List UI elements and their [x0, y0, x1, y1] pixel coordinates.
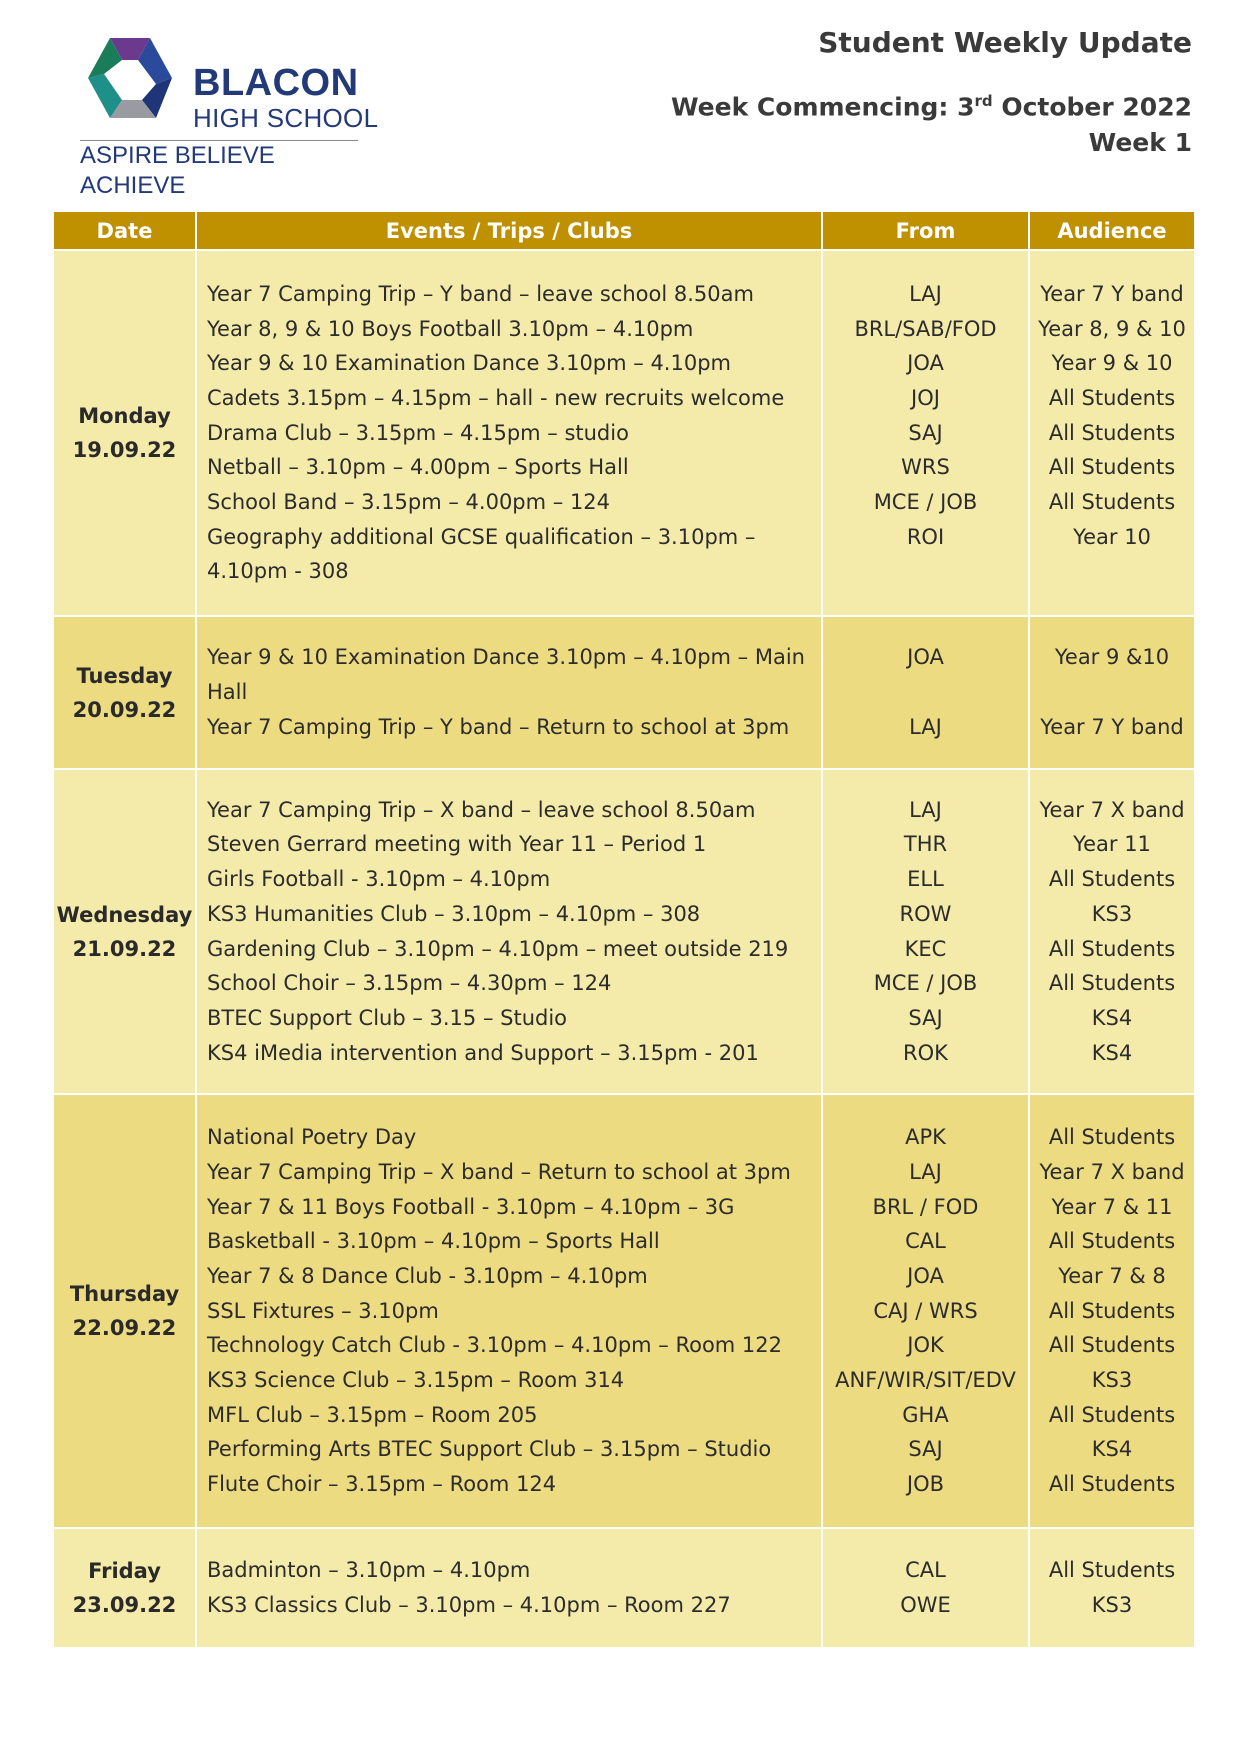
event-item: Girls Football - 3.10pm – 4.10pm [207, 867, 551, 892]
audience-item: KS3 [1091, 1593, 1133, 1617]
audience-item: Year 10 [1073, 524, 1151, 549]
from-item: CAL [905, 1558, 946, 1583]
from-item: THR [903, 832, 948, 857]
audience-item: Year 7 Y band [1040, 714, 1184, 739]
event-item: Cadets 3.15pm – 4.15pm – hall - new recruits welcome [207, 385, 785, 410]
from-item: LAJ [909, 1159, 942, 1184]
event-item: School Band – 3.15pm – 4.00pm – 124 [207, 490, 611, 515]
event-item: SSL Fixtures – 3.10pm [207, 1298, 439, 1323]
from-item: LAJ [909, 714, 942, 739]
from-cell [822, 1094, 1029, 1528]
audience-item: Year 7 X band [1039, 797, 1185, 822]
school-name: BLACON [193, 62, 359, 104]
date-cell [53, 769, 196, 1094]
table-row-thursday [53, 1094, 1195, 1528]
day-date: 22.09.22 [72, 1316, 177, 1340]
from-item: JOA [907, 1263, 944, 1288]
day-date: 20.09.22 [72, 697, 177, 722]
event-item: KS4 iMedia intervention and Support – 3.15pm - 201 [207, 1040, 759, 1065]
from-item: JOJ [911, 385, 940, 410]
event-item: Geography additional GCSE qualification – 3.10pm – 4.10pm - 308 [207, 524, 756, 584]
from-item: ROI [906, 524, 945, 549]
from-cell [822, 250, 1029, 616]
from-item: SAJ [908, 1005, 943, 1030]
from-item: MCE / JOB [873, 490, 978, 515]
audience-cell [1029, 250, 1195, 616]
event-item: BTEC Support Club – 3.15 – Studio [207, 1005, 568, 1030]
audience-item: Year 7 X band [1039, 1159, 1185, 1184]
audience-item: All Students [1048, 867, 1176, 892]
event-item: Year 7 & 11 Boys Football - 3.10pm – 4.10pm – 3G [207, 1194, 735, 1219]
from-item: BRL/SAB/FOD [854, 316, 997, 341]
audience-item: Year 9 & 10 [1051, 351, 1173, 376]
from-item: CAL [905, 1229, 946, 1254]
events-cell [196, 616, 822, 769]
audience-item: All Students [1048, 385, 1176, 410]
table-row-tuesday [53, 616, 1195, 769]
event-item: KS3 Science Club – 3.15pm – Room 314 [207, 1368, 625, 1393]
week-number: Week 1 [1088, 128, 1192, 157]
event-item: KS3 Humanities Club – 3.10pm – 4.10pm – 308 [207, 901, 701, 926]
from-item: SAJ [908, 1437, 943, 1462]
audience-item: All Students [1048, 1402, 1176, 1427]
week-ordinal: rd [974, 92, 993, 110]
from-item: WRS [901, 455, 950, 480]
table-row-monday [53, 250, 1195, 616]
event-item: Year 9 & 10 Examination Dance 3.10pm – 4.10pm [207, 351, 731, 376]
event-item: Gardening Club – 3.10pm – 4.10pm – meet outside 219 [207, 936, 789, 961]
event-item: Technology Catch Club - 3.10pm – 4.10pm – Room 122 [207, 1333, 783, 1358]
audience-item: Year 11 [1073, 832, 1151, 857]
school-subtitle: HIGH SCHOOL [193, 103, 379, 133]
event-item: Badminton – 3.10pm – 4.10pm [207, 1558, 531, 1583]
event-item: Steven Gerrard meeting with Year 11 – Period 1 [207, 832, 707, 857]
audience-cell [1029, 1094, 1195, 1528]
day-name: Wednesday [56, 902, 193, 927]
from-cell [822, 1528, 1029, 1648]
from-item: KEC [904, 936, 947, 961]
audience-item: All Students [1048, 490, 1176, 515]
events-cell [196, 250, 822, 616]
event-item: Year 7 Camping Trip – Y band – leave school 8.50am [207, 281, 754, 306]
date-cell [53, 616, 196, 769]
from-item: APK [905, 1125, 946, 1150]
audience-item: All Students [1048, 971, 1176, 996]
event-item: Year 8, 9 & 10 Boys Football 3.10pm – 4.10pm [207, 316, 694, 341]
from-item: ROW [899, 901, 952, 926]
audience-item: All Students [1048, 936, 1176, 961]
from-cell [822, 616, 1029, 769]
audience-item: KS4 [1091, 1437, 1133, 1462]
date-cell [53, 1528, 196, 1648]
from-item: CAJ / WRS [873, 1298, 978, 1323]
events-cell [196, 769, 822, 1094]
from-item: ANF/WIR/SIT/EDV [835, 1368, 1016, 1393]
day-date: 21.09.22 [72, 936, 177, 961]
table-header-row [53, 211, 1195, 250]
from-item: JOA [907, 645, 944, 670]
day-date: 19.09.22 [72, 438, 177, 462]
audience-item: Year 9 &10 [1054, 645, 1170, 670]
week-prefix: Week Commencing: 3 [671, 92, 975, 122]
event-item: Year 9 & 10 Examination Dance 3.10pm – 4.10pm – Main Hall [207, 645, 805, 705]
audience-item: Year 7 & 8 [1058, 1263, 1166, 1288]
date-cell [53, 250, 196, 616]
audience-item: All Students [1048, 1472, 1176, 1497]
audience-item: Year 8, 9 & 10 [1038, 316, 1186, 341]
event-item: School Choir – 3.15pm – 4.30pm – 124 [207, 971, 612, 996]
table-row-wednesday [53, 769, 1195, 1094]
audience-item: All Students [1048, 1125, 1176, 1150]
day-date: 23.09.22 [72, 1593, 177, 1617]
col-header-date: Date [53, 211, 196, 250]
audience-item: KS4 [1091, 1005, 1133, 1030]
from-item: SAJ [908, 420, 943, 445]
event-item: KS3 Classics Club – 3.10pm – 4.10pm – Room 227 [207, 1593, 731, 1617]
from-item: JOK [907, 1333, 944, 1358]
from-item: BRL / FOD [872, 1194, 979, 1219]
schedule-table [52, 210, 1196, 1649]
from-item: ROK [903, 1040, 948, 1065]
table-row-friday [53, 1528, 1195, 1648]
audience-item: All Students [1048, 1229, 1176, 1254]
event-item: Flute Choir – 3.15pm – Room 124 [207, 1472, 557, 1497]
day-name: Tuesday [76, 663, 173, 688]
col-header-from: From [822, 211, 1029, 250]
event-item: Year 7 Camping Trip – X band – Return to school at 3pm [207, 1159, 791, 1184]
col-header-audience: Audience [1029, 211, 1195, 250]
from-item: GHA [902, 1402, 949, 1427]
day-name: Friday [88, 1559, 161, 1583]
audience-item: Year 7 & 11 [1051, 1194, 1173, 1219]
events-cell [196, 1528, 822, 1648]
from-item: MCE / JOB [873, 971, 978, 996]
audience-item: All Students [1048, 420, 1176, 445]
audience-item: All Students [1048, 1558, 1176, 1583]
audience-item: Year 7 Y band [1040, 281, 1184, 306]
from-item: ELL [907, 867, 944, 892]
from-item: JOB [906, 1472, 945, 1497]
school-motto: ASPIRE BELIEVE ACHIEVE [80, 142, 275, 199]
event-item: Performing Arts BTEC Support Club – 3.15pm – Studio [207, 1437, 772, 1462]
audience-item: KS3 [1091, 1368, 1133, 1393]
col-header-events: Events / Trips / Clubs [196, 211, 822, 250]
day-name: Monday [78, 404, 171, 428]
event-item: MFL Club – 3.15pm – Room 205 [207, 1402, 538, 1427]
audience-item: KS3 [1091, 901, 1133, 926]
day-name: Thursday [69, 1282, 180, 1306]
event-item: Year 7 Camping Trip – Y band – Return to school at 3pm [207, 714, 790, 739]
event-item: Year 7 & 8 Dance Club - 3.10pm – 4.10pm [207, 1263, 648, 1288]
from-item: LAJ [909, 281, 942, 306]
week-suffix: October 2022 [992, 92, 1192, 122]
audience-item: All Students [1048, 455, 1176, 480]
from-item: JOA [907, 351, 944, 376]
event-item: Basketball - 3.10pm – 4.10pm – Sports Hall [207, 1229, 660, 1254]
event-item: Netball – 3.10pm – 4.00pm – Sports Hall [207, 455, 629, 480]
from-item: OWE [900, 1593, 951, 1617]
week-commencing [671, 92, 1192, 121]
school-crest-icon [80, 34, 180, 129]
audience-item: KS4 [1091, 1040, 1133, 1065]
audience-cell [1029, 1528, 1195, 1648]
date-cell [53, 1094, 196, 1528]
from-cell [822, 769, 1029, 1094]
audience-item: All Students [1048, 1298, 1176, 1323]
from-item: LAJ [909, 797, 942, 822]
audience-cell [1029, 616, 1195, 769]
school-logo [80, 34, 380, 199]
event-item: Year 7 Camping Trip – X band – leave school 8.50am [207, 797, 756, 822]
events-cell [196, 1094, 822, 1528]
page-title: Student Weekly Update [818, 26, 1192, 59]
audience-cell [1029, 769, 1195, 1094]
event-item: National Poetry Day [207, 1125, 417, 1150]
event-item: Drama Club – 3.15pm – 4.15pm – studio [207, 420, 629, 445]
audience-item: All Students [1048, 1333, 1176, 1358]
